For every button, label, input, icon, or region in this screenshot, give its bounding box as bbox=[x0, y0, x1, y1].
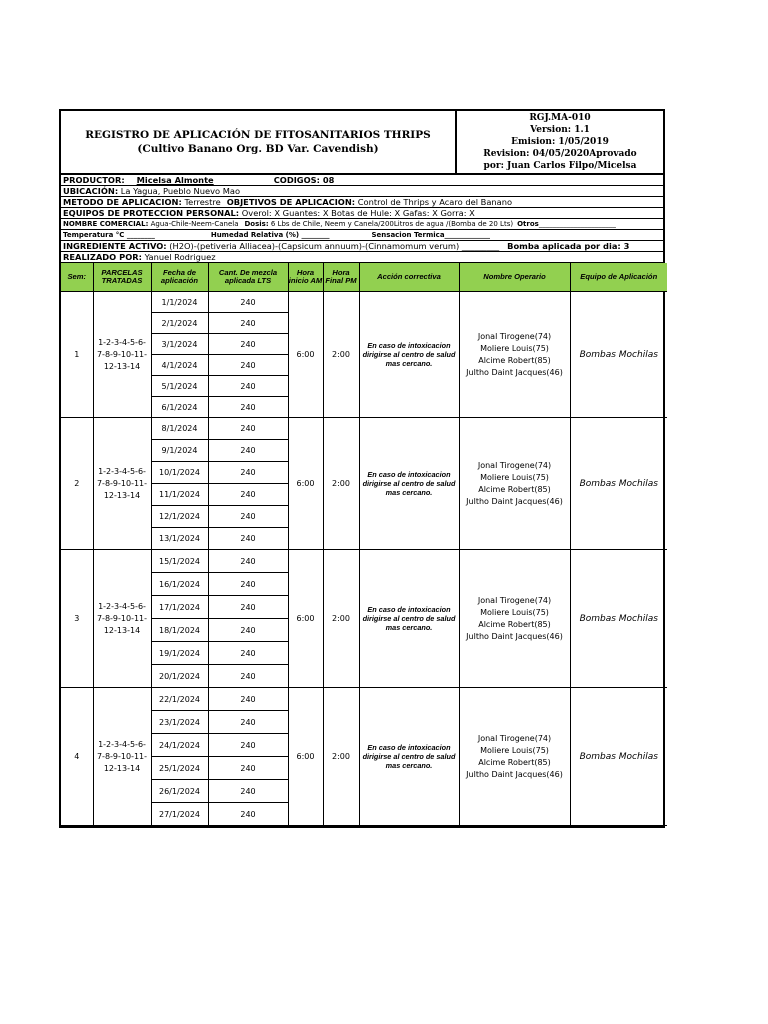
hora-final: 2:00 bbox=[323, 292, 359, 418]
fecha-aplicacion: 16/1/2024 bbox=[151, 573, 208, 596]
table-body bbox=[61, 292, 667, 826]
operario-name: Moliere Louis(75) bbox=[480, 472, 549, 482]
parcelas-tratadas: 1-2-3-4-5-6-7-8-9-10-11-12-13-14 bbox=[93, 688, 151, 826]
conditions-row bbox=[61, 230, 663, 241]
equipo-aplicacion: Bombas Mochilas bbox=[570, 418, 667, 550]
accion-correctiva: En caso de intoxicacion dirigirse al centro de salud mas cercano. bbox=[359, 292, 459, 418]
metodo-value: Terrestre bbox=[184, 197, 221, 207]
table-row bbox=[61, 418, 667, 440]
equipos-label: EQUIPOS DE PROTECCION PERSONAL: bbox=[63, 208, 240, 218]
operarios-cell bbox=[459, 688, 570, 826]
fecha-aplicacion: 12/1/2024 bbox=[151, 506, 208, 528]
hora-final: 2:00 bbox=[323, 550, 359, 688]
table-row bbox=[61, 550, 667, 573]
otros-line: ______________________ bbox=[538, 220, 616, 228]
parcelas-tratadas: 1-2-3-4-5-6-7-8-9-10-11-12-13-14 bbox=[93, 418, 151, 550]
form-header bbox=[61, 111, 663, 175]
bomba-per-day: Bomba aplicada por dia: 3 bbox=[507, 241, 630, 251]
fecha-aplicacion: 15/1/2024 bbox=[151, 550, 208, 573]
col-header-fecha: Fecha de aplicación bbox=[151, 263, 208, 292]
form-title bbox=[61, 111, 455, 173]
operario-name: Moliere Louis(75) bbox=[480, 607, 549, 617]
accion-correctiva: En caso de intoxicacion dirigirse al centro de salud mas cercano. bbox=[359, 550, 459, 688]
hora-inicio: 6:00 bbox=[288, 688, 323, 826]
operarios-cell bbox=[459, 418, 570, 550]
week-number: 4 bbox=[61, 688, 93, 826]
parcelas-tratadas: 1-2-3-4-5-6-7-8-9-10-11-12-13-14 bbox=[93, 292, 151, 418]
title-line-2: (Cultivo Banano Org. BD Var. Cavendish) bbox=[137, 143, 379, 155]
table-row bbox=[61, 688, 667, 711]
fecha-aplicacion: 19/1/2024 bbox=[151, 642, 208, 665]
cantidad-mezcla: 240 bbox=[208, 440, 288, 462]
objetivos-value: Control de Thrips y Acaro del Banano bbox=[357, 197, 513, 207]
fecha-aplicacion: 2/1/2024 bbox=[151, 313, 208, 334]
fecha-aplicacion: 13/1/2024 bbox=[151, 528, 208, 550]
cantidad-mezcla: 240 bbox=[208, 376, 288, 397]
operario-name: Moliere Louis(75) bbox=[480, 343, 549, 353]
week-number: 2 bbox=[61, 418, 93, 550]
fecha-aplicacion: 10/1/2024 bbox=[151, 462, 208, 484]
equipos-value: Overol: X Guantes: X Botas de Hule: X Gafas: X Gorra: X bbox=[241, 208, 475, 218]
col-header-hora-final: Hora Final PM bbox=[323, 263, 359, 292]
operario-name: Jultho Daint Jacques(46) bbox=[466, 496, 563, 506]
ingrediente-row bbox=[61, 241, 663, 252]
col-header-nombre: Nombre Operario bbox=[459, 263, 570, 292]
metodo-row bbox=[61, 197, 663, 208]
title-line-1: REGISTRO DE APLICACIÓN DE FITOSANITARIOS THRIPS bbox=[85, 129, 431, 141]
cantidad-mezcla: 240 bbox=[208, 550, 288, 573]
cantidad-mezcla: 240 bbox=[208, 711, 288, 734]
operarios-cell bbox=[459, 292, 570, 418]
hora-inicio: 6:00 bbox=[288, 418, 323, 550]
cantidad-mezcla: 240 bbox=[208, 484, 288, 506]
document-emision: Emision: 1/05/2019 bbox=[511, 137, 609, 147]
cantidad-mezcla: 240 bbox=[208, 313, 288, 334]
dosis-label: Dosis: bbox=[244, 220, 269, 228]
nombre-comercial-label: NOMBRE COMERCIAL: bbox=[63, 220, 149, 228]
parcelas-tratadas: 1-2-3-4-5-6-7-8-9-10-11-12-13-14 bbox=[93, 550, 151, 688]
codigos-label: CODIGOS: 08 bbox=[273, 175, 335, 185]
col-header-hora-inicio: Hora inicio AM bbox=[288, 263, 323, 292]
operario-name: Jonal Tirogene(74) bbox=[477, 733, 552, 743]
fecha-aplicacion: 11/1/2024 bbox=[151, 484, 208, 506]
hora-inicio: 6:00 bbox=[288, 550, 323, 688]
cantidad-mezcla: 240 bbox=[208, 418, 288, 440]
equipo-aplicacion: Bombas Mochilas bbox=[570, 688, 667, 826]
ingrediente-label: INGREDIENTE ACTIVO: bbox=[63, 241, 167, 251]
hora-inicio: 6:00 bbox=[288, 292, 323, 418]
fecha-aplicacion: 26/1/2024 bbox=[151, 780, 208, 803]
fecha-aplicacion: 20/1/2024 bbox=[151, 665, 208, 688]
dosis-value: 6 Lbs de Chile, Neem y Canela/200Litros de agua /(Bomba de 20 Lts) bbox=[270, 220, 514, 228]
accion-correctiva: En caso de intoxicacion dirigirse al centro de salud mas cercano. bbox=[359, 688, 459, 826]
col-header-sem: Sem: bbox=[61, 263, 93, 292]
cantidad-mezcla: 240 bbox=[208, 734, 288, 757]
fecha-aplicacion: 6/1/2024 bbox=[151, 397, 208, 418]
fecha-aplicacion: 27/1/2024 bbox=[151, 803, 208, 826]
cantidad-mezcla: 240 bbox=[208, 292, 288, 313]
realizado-label: REALIZADO POR: bbox=[63, 252, 142, 262]
operario-name: Jonal Tirogene(74) bbox=[477, 460, 552, 470]
cantidad-mezcla: 240 bbox=[208, 688, 288, 711]
cantidad-mezcla: 240 bbox=[208, 573, 288, 596]
week-number: 3 bbox=[61, 550, 93, 688]
ubicacion-label: UBICACIÓN: bbox=[63, 186, 119, 196]
fecha-aplicacion: 4/1/2024 bbox=[151, 355, 208, 376]
productor-label: PRODUCTOR: bbox=[63, 175, 125, 185]
fecha-aplicacion: 22/1/2024 bbox=[151, 688, 208, 711]
document-control-box bbox=[455, 111, 663, 173]
ubicacion-value: La Yagua, Pueblo Nuevo Mao bbox=[120, 186, 241, 196]
operario-name: Alcime Robert(85) bbox=[478, 355, 551, 365]
humedad-field: Humedad Relativa (%) ________ bbox=[210, 231, 330, 239]
fecha-aplicacion: 1/1/2024 bbox=[151, 292, 208, 313]
operario-name: Jonal Tirogene(74) bbox=[477, 595, 552, 605]
cantidad-mezcla: 240 bbox=[208, 780, 288, 803]
operario-name: Alcime Robert(85) bbox=[478, 619, 551, 629]
productor-value: Micelsa Almonte bbox=[136, 175, 214, 185]
cantidad-mezcla: 240 bbox=[208, 642, 288, 665]
operario-name: Jultho Daint Jacques(46) bbox=[466, 367, 563, 377]
cantidad-mezcla: 240 bbox=[208, 803, 288, 826]
hora-final: 2:00 bbox=[323, 418, 359, 550]
cantidad-mezcla: 240 bbox=[208, 619, 288, 642]
week-number: 1 bbox=[61, 292, 93, 418]
cantidad-mezcla: 240 bbox=[208, 334, 288, 355]
temperatura-field: Temperatura °C ________ bbox=[63, 231, 155, 239]
fecha-aplicacion: 5/1/2024 bbox=[151, 376, 208, 397]
operario-name: Jonal Tirogene(74) bbox=[477, 331, 552, 341]
operario-name: Alcime Robert(85) bbox=[478, 484, 551, 494]
document-code: RGJ.MA-010 bbox=[529, 113, 591, 123]
realizado-value: Yanuel Rodriguez bbox=[144, 252, 216, 262]
document-approver: por: Juan Carlos Filpo/Micelsa bbox=[483, 161, 637, 171]
operarios-cell bbox=[459, 550, 570, 688]
sensacion-field: Sensacion Termica_____________ bbox=[371, 231, 491, 239]
table-row bbox=[61, 292, 667, 313]
operario-name: Moliere Louis(75) bbox=[480, 745, 549, 755]
fecha-aplicacion: 24/1/2024 bbox=[151, 734, 208, 757]
cantidad-mezcla: 240 bbox=[208, 528, 288, 550]
fecha-aplicacion: 25/1/2024 bbox=[151, 757, 208, 780]
fecha-aplicacion: 18/1/2024 bbox=[151, 619, 208, 642]
document-version: Version: 1.1 bbox=[530, 125, 590, 135]
cantidad-mezcla: 240 bbox=[208, 355, 288, 376]
col-header-accion: Acción correctiva bbox=[359, 263, 459, 292]
ubicacion-row bbox=[61, 186, 663, 197]
document-revision: Revision: 04/05/2020Aprovado bbox=[483, 149, 637, 159]
productor-row bbox=[61, 175, 663, 186]
application-table bbox=[61, 263, 667, 826]
realizado-row bbox=[61, 252, 663, 263]
application-record-sheet bbox=[59, 109, 665, 828]
objetivos-label: OBJETIVOS DE APLICACION: bbox=[226, 197, 356, 207]
col-header-equipo: Equipo de Aplicación bbox=[570, 263, 667, 292]
col-header-cant: Cant. De mezcla aplicada LTS bbox=[208, 263, 288, 292]
equipo-aplicacion: Bombas Mochilas bbox=[570, 292, 667, 418]
cantidad-mezcla: 240 bbox=[208, 462, 288, 484]
cantidad-mezcla: 240 bbox=[208, 665, 288, 688]
cantidad-mezcla: 240 bbox=[208, 397, 288, 418]
table-header-row bbox=[61, 263, 667, 292]
fecha-aplicacion: 3/1/2024 bbox=[151, 334, 208, 355]
accion-correctiva: En caso de intoxicacion dirigirse al centro de salud mas cercano. bbox=[359, 418, 459, 550]
cantidad-mezcla: 240 bbox=[208, 506, 288, 528]
otros-label: Otros bbox=[517, 220, 539, 228]
equipo-aplicacion: Bombas Mochilas bbox=[570, 550, 667, 688]
fecha-aplicacion: 17/1/2024 bbox=[151, 596, 208, 619]
ingrediente-value: (H2O)-(petiveria Alliacea)-(Capsicum annuum)-(Cinnamomum verum) _________ bbox=[169, 241, 500, 251]
operario-name: Jultho Daint Jacques(46) bbox=[466, 631, 563, 641]
fecha-aplicacion: 23/1/2024 bbox=[151, 711, 208, 734]
cantidad-mezcla: 240 bbox=[208, 596, 288, 619]
nombre-comercial-row bbox=[61, 219, 663, 230]
operario-name: Alcime Robert(85) bbox=[478, 757, 551, 767]
metodo-label: METODO DE APLICACION: bbox=[63, 197, 182, 207]
operario-name: Jultho Daint Jacques(46) bbox=[466, 769, 563, 779]
cantidad-mezcla: 240 bbox=[208, 757, 288, 780]
fecha-aplicacion: 8/1/2024 bbox=[151, 418, 208, 440]
col-header-parcelas: PARCELAS TRATADAS bbox=[93, 263, 151, 292]
equipos-row bbox=[61, 208, 663, 219]
fecha-aplicacion: 9/1/2024 bbox=[151, 440, 208, 462]
nombre-comercial-value: Agua-Chile-Neem-Canela bbox=[150, 220, 239, 228]
hora-final: 2:00 bbox=[323, 688, 359, 826]
